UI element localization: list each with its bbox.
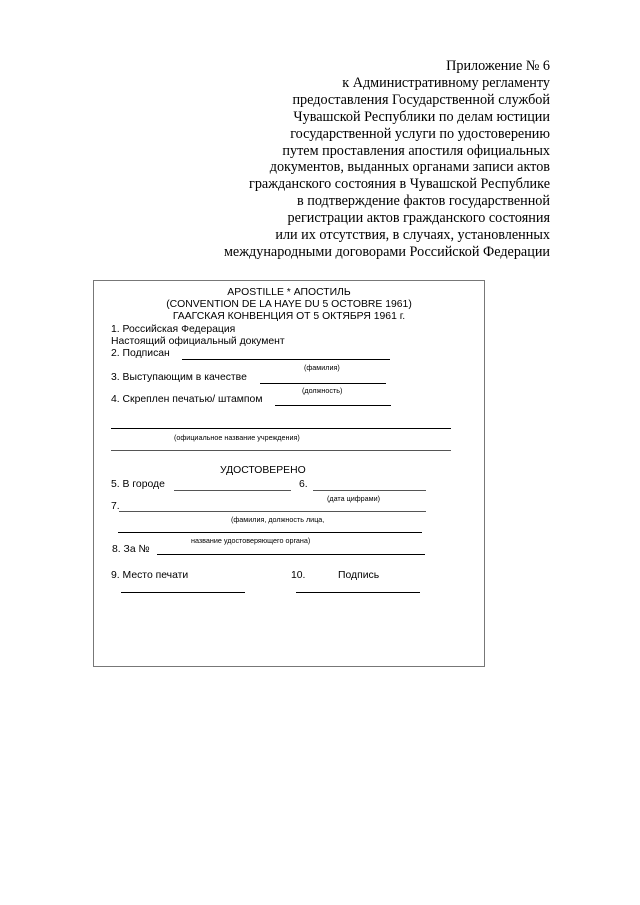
form-subtitle-ru: ГААГСКАЯ КОНВЕНЦИЯ ОТ 5 ОКТЯБРЯ 1961 г.	[172, 311, 406, 322]
field-5-line[interactable]	[174, 490, 291, 491]
field-9-line[interactable]	[121, 592, 245, 593]
header-line: регистрации актов гражданского состояния	[287, 210, 550, 227]
field-2-hint: (фамилия)	[304, 363, 340, 372]
field-4-label: 4. Скреплен печатью/ штампом	[111, 394, 263, 405]
field-1-country: 1. Российская Федерация	[111, 324, 236, 335]
field-4-line[interactable]	[275, 405, 391, 406]
field-7-hint-b: название удостоверяющего органа)	[191, 536, 311, 545]
header-line: документов, выданных органами записи актов	[269, 159, 550, 176]
form-title: APOSTILLE * АПОСТИЛЬ	[227, 287, 351, 298]
field-8-label: 8. За №	[112, 544, 150, 555]
document-label: Настоящий официальный документ	[111, 336, 285, 347]
header-line: предоставления Государственной службой	[292, 91, 550, 108]
field-7-hint-a: (фамилия, должность лица,	[231, 515, 325, 524]
appendix-header	[224, 58, 550, 261]
header-line: гражданского состояния в Чувашской Республике	[249, 176, 550, 193]
field-6-label: 6.	[299, 479, 308, 490]
field-5-label: 5. В городе	[111, 479, 165, 490]
field-3-label: 3. Выступающим в качестве	[111, 372, 247, 383]
field-7-line[interactable]	[119, 511, 426, 512]
field-2-line[interactable]	[182, 359, 390, 360]
signature-label: Подпись	[338, 570, 380, 581]
field-3-hint: (должность)	[302, 386, 343, 395]
form-subtitle: (CONVENTION DE LA HAYE DU 5 OCTOBRE 1961)	[166, 299, 412, 310]
header-line: к Административному регламенту	[342, 74, 550, 91]
field-7-line-2[interactable]	[118, 532, 422, 533]
field-4-line-2[interactable]	[111, 428, 451, 429]
header-line: в подтверждение фактов государственной	[297, 193, 550, 210]
field-7-label: 7.	[111, 501, 120, 512]
certified-heading: УДОСТОВЕРЕНО	[220, 465, 306, 476]
header-line: международными договорами Российской Федерации	[223, 243, 550, 260]
field-10-line[interactable]	[296, 592, 420, 593]
field-10-label: 10.	[291, 570, 306, 581]
field-6-line[interactable]	[313, 490, 426, 491]
field-4-line-3[interactable]	[111, 450, 451, 451]
header-line: или их отсутствия, в случаях, установленных	[275, 227, 550, 244]
header-line: путем проставления апостиля официальных	[282, 142, 550, 159]
header-line: Приложение № 6	[446, 58, 550, 74]
header-line: Чувашской Республики по делам юстиции	[293, 108, 550, 125]
field-6-hint: (дата цифрами)	[327, 494, 381, 503]
field-9-label: 9. Место печати	[111, 570, 189, 581]
field-4-hint: (официальное название учреждения)	[174, 433, 300, 442]
field-3-line[interactable]	[260, 383, 386, 384]
apostille-form	[93, 280, 485, 667]
header-line: государственной услуги по удостоверению	[290, 125, 550, 142]
field-8-line[interactable]	[157, 554, 425, 555]
field-2-label: 2. Подписан	[111, 348, 170, 359]
